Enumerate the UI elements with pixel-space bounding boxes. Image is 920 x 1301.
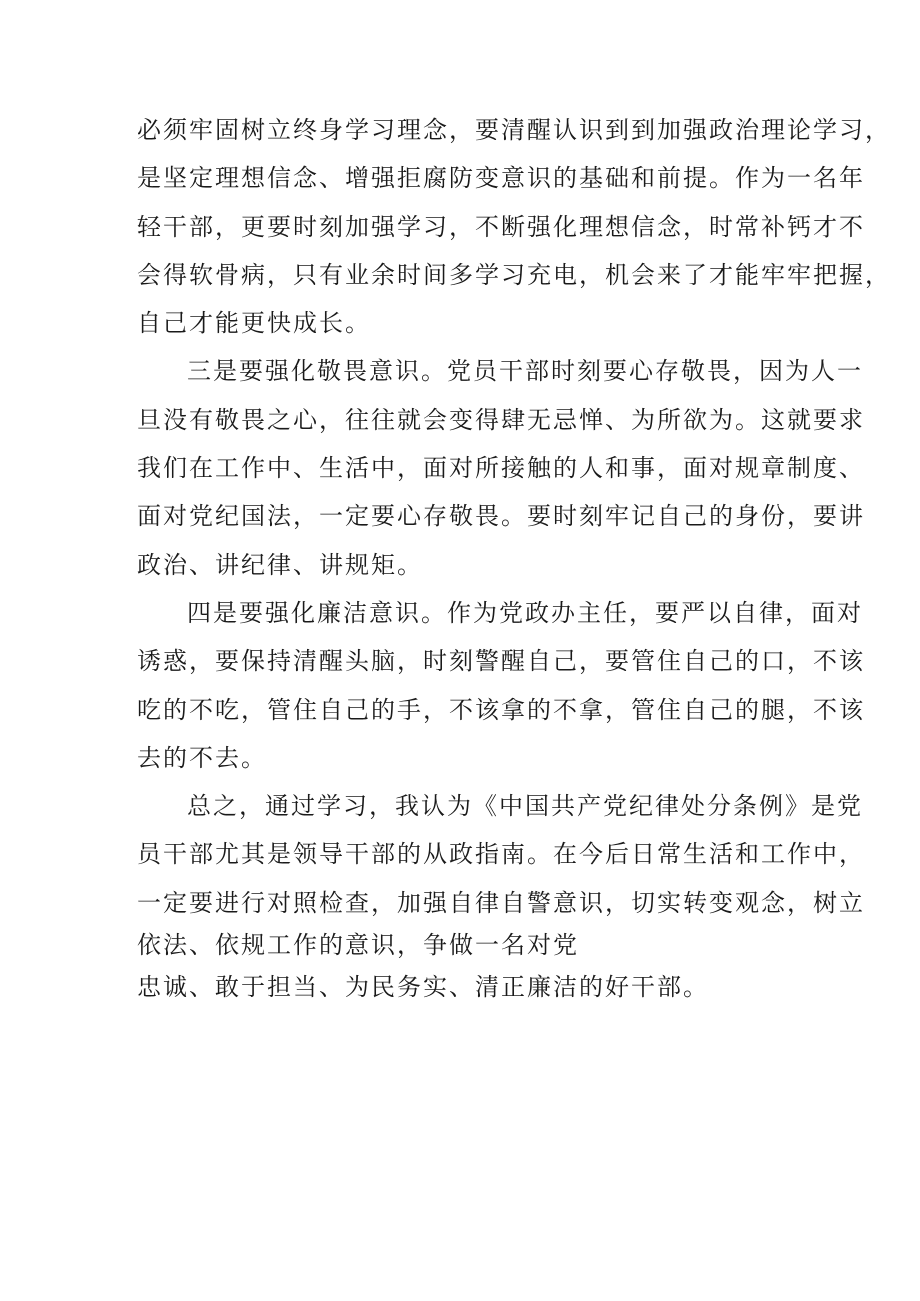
text-line: 必须牢固树立终身学习理念，要清醒认识到到加强政治理论学习， bbox=[137, 116, 891, 144]
text-line: 轻干部，更要时刻加强学习，不断强化理想信念，时常补钙才不 bbox=[137, 212, 865, 241]
text-line: 员干部尤其是领导干部的从政指南。在今后日常生活和工作中， bbox=[137, 840, 865, 869]
text-line: 政治、讲纪律、讲规矩。 bbox=[137, 550, 423, 579]
text-line: 诱惑，要保持清醒头脑，时刻警醒自己，要管住自己的口，不该 bbox=[137, 647, 865, 676]
text-line: 会得软骨病，只有业余时间多学习充电，机会来了才能牢牢把握， bbox=[137, 260, 891, 289]
text-line: 自己才能更快成长。 bbox=[137, 309, 371, 338]
text-line: 一定要进行对照检查，加强自律自警意识，切实转变观念，树立 bbox=[137, 888, 865, 917]
paragraph-start-line: 四是要强化廉洁意识。作为党政办主任，要严以自律，面对 bbox=[187, 598, 863, 627]
paragraph-start-line: 三是要强化敬畏意识。党员干部时刻要心存敬畏，因为人一 bbox=[187, 357, 863, 386]
text-line: 是坚定理想信念、增强拒腐防变意识的基础和前提。作为一名年 bbox=[137, 164, 865, 193]
text-line: 我们在工作中、生活中，面对所接触的人和事，面对规章制度、 bbox=[137, 454, 865, 483]
body-text bbox=[137, 106, 891, 1011]
text-line: 去的不去。 bbox=[137, 743, 267, 772]
text-line: 吃的不吃，管住自己的手，不该拿的不拿，管住自己的腿，不该 bbox=[137, 695, 865, 724]
text-line: 旦没有敬畏之心，往往就会变得肆无忌惮、为所欲为。这就要求 bbox=[137, 405, 865, 434]
text-line: 依法、依规工作的意识，争做一名对党 bbox=[137, 931, 579, 960]
text-line: 忠诚、敢于担当、为民务实、清正廉洁的好干部。 bbox=[137, 973, 709, 1002]
paragraph-start-line: 总之，通过学习，我认为《中国共产党纪律处分条例》是党 bbox=[187, 792, 863, 821]
text-line: 面对党纪国法，一定要心存敬畏。要时刻牢记自己的身份，要讲 bbox=[137, 502, 865, 531]
